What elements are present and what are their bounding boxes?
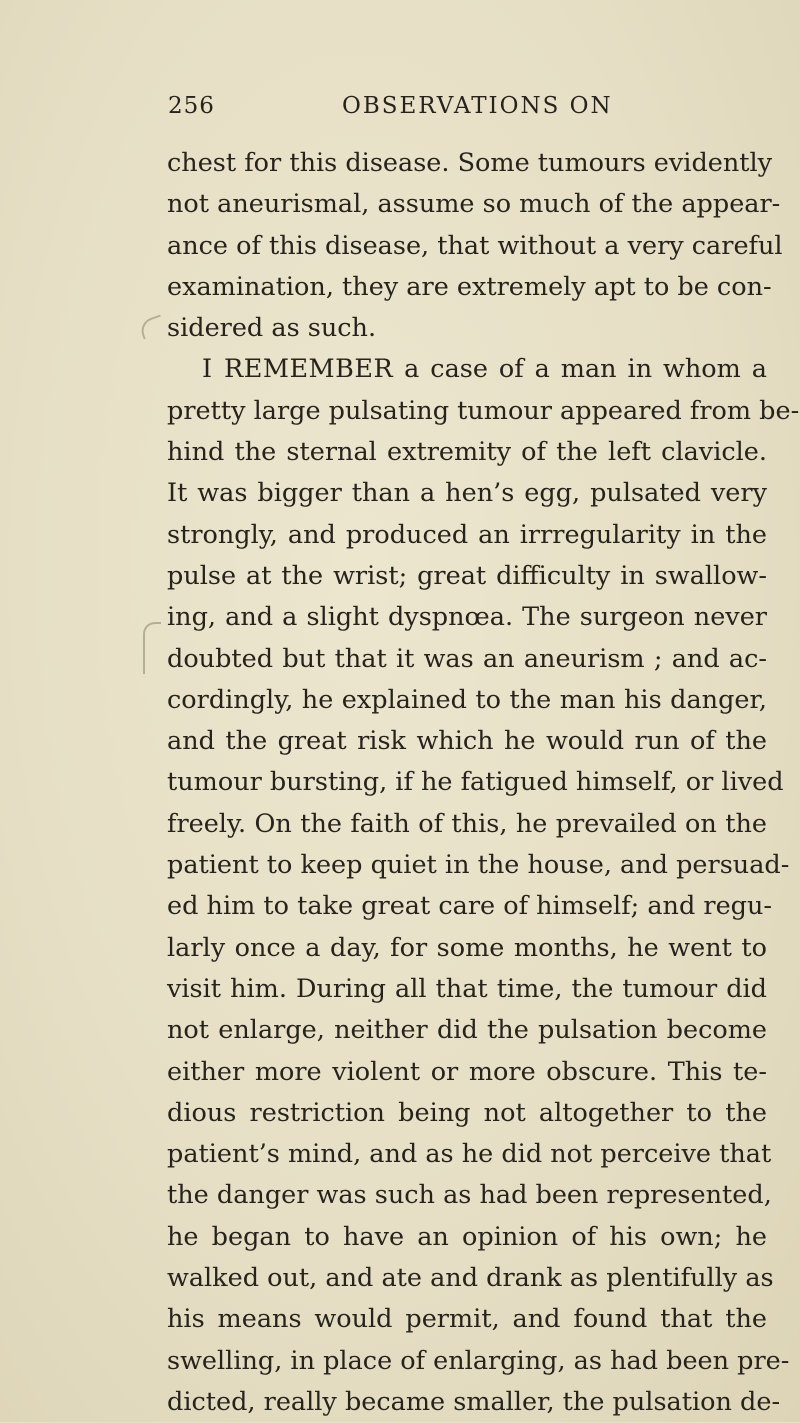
text-line: patient to keep quiet in the house, and persuad- xyxy=(167,850,790,881)
text-line: examination, they are extremely apt to be con- xyxy=(167,271,772,302)
text-line: cordingly, he explained to the man his danger, xyxy=(167,684,767,715)
margin-mark xyxy=(138,314,167,339)
text-line: and the great risk which he would run of the xyxy=(167,726,767,757)
text-line: hind the sternal extremity of the left clavicle. xyxy=(167,437,767,468)
text-line: dious restriction being not altogether to the xyxy=(167,1097,767,1128)
text-line: chest for this disease. Some tumours evidently xyxy=(167,148,773,178)
running-head: OBSERVATIONS ON xyxy=(342,93,613,119)
text-line: freely. On the faith of this, he prevailed on the xyxy=(167,808,767,839)
text-line: swelling, in place of enlarging, as had been pre- xyxy=(167,1345,790,1376)
text-line: dicted, really became smaller, the pulsation de- xyxy=(167,1386,781,1417)
text-line: ing, and a slight dyspnœa. The surgeon never xyxy=(167,602,767,633)
margin-mark xyxy=(143,622,161,674)
text-line: ance of this disease, that without a very careful xyxy=(167,230,783,261)
text-line: It was bigger than a hen’s egg, pulsated very xyxy=(167,478,767,509)
text-line: he began to have an opinion of his own; he xyxy=(167,1221,767,1252)
text-line: larly once a day, for some months, he went to xyxy=(167,932,767,963)
text-line: pretty large pulsating tumour appeared from be- xyxy=(167,395,800,426)
text-line: the danger was such as had been represented, xyxy=(167,1180,772,1211)
text-line: walked out, and ate and drank as plentifully as xyxy=(167,1263,774,1294)
text-line: not aneurismal, assume so much of the appear- xyxy=(167,189,781,220)
page-header xyxy=(168,93,668,127)
text-line: sidered as such. xyxy=(167,313,377,344)
text-line: doubted but that it was an aneurism ; and ac- xyxy=(167,643,767,674)
text-line: pulse at the wrist; great difficulty in swallow- xyxy=(167,560,767,591)
text-line: strongly, and produced an irrregularity in the xyxy=(167,519,767,550)
text-line xyxy=(167,349,767,390)
text-line: not enlarge, neither did the pulsation become xyxy=(167,1015,767,1046)
paragraph-lead: I REMEMBER xyxy=(202,354,394,385)
body-text xyxy=(167,143,800,1423)
text-line: visit him. During all that time, the tumour did xyxy=(167,973,767,1004)
text-line: patient’s mind, and as he did not perceive that xyxy=(167,1139,772,1170)
text-line: tumour bursting, if he fatigued himself, or lived xyxy=(167,767,784,798)
text-line: his means would permit, and found that the xyxy=(167,1304,767,1335)
text-line: either more violent or more obscure. This te- xyxy=(167,1056,767,1087)
text-segment: a case of a man in whom a xyxy=(393,354,767,385)
page-number: 256 xyxy=(168,93,215,119)
text-line: ed him to take great care of himself; and regu- xyxy=(167,891,773,922)
